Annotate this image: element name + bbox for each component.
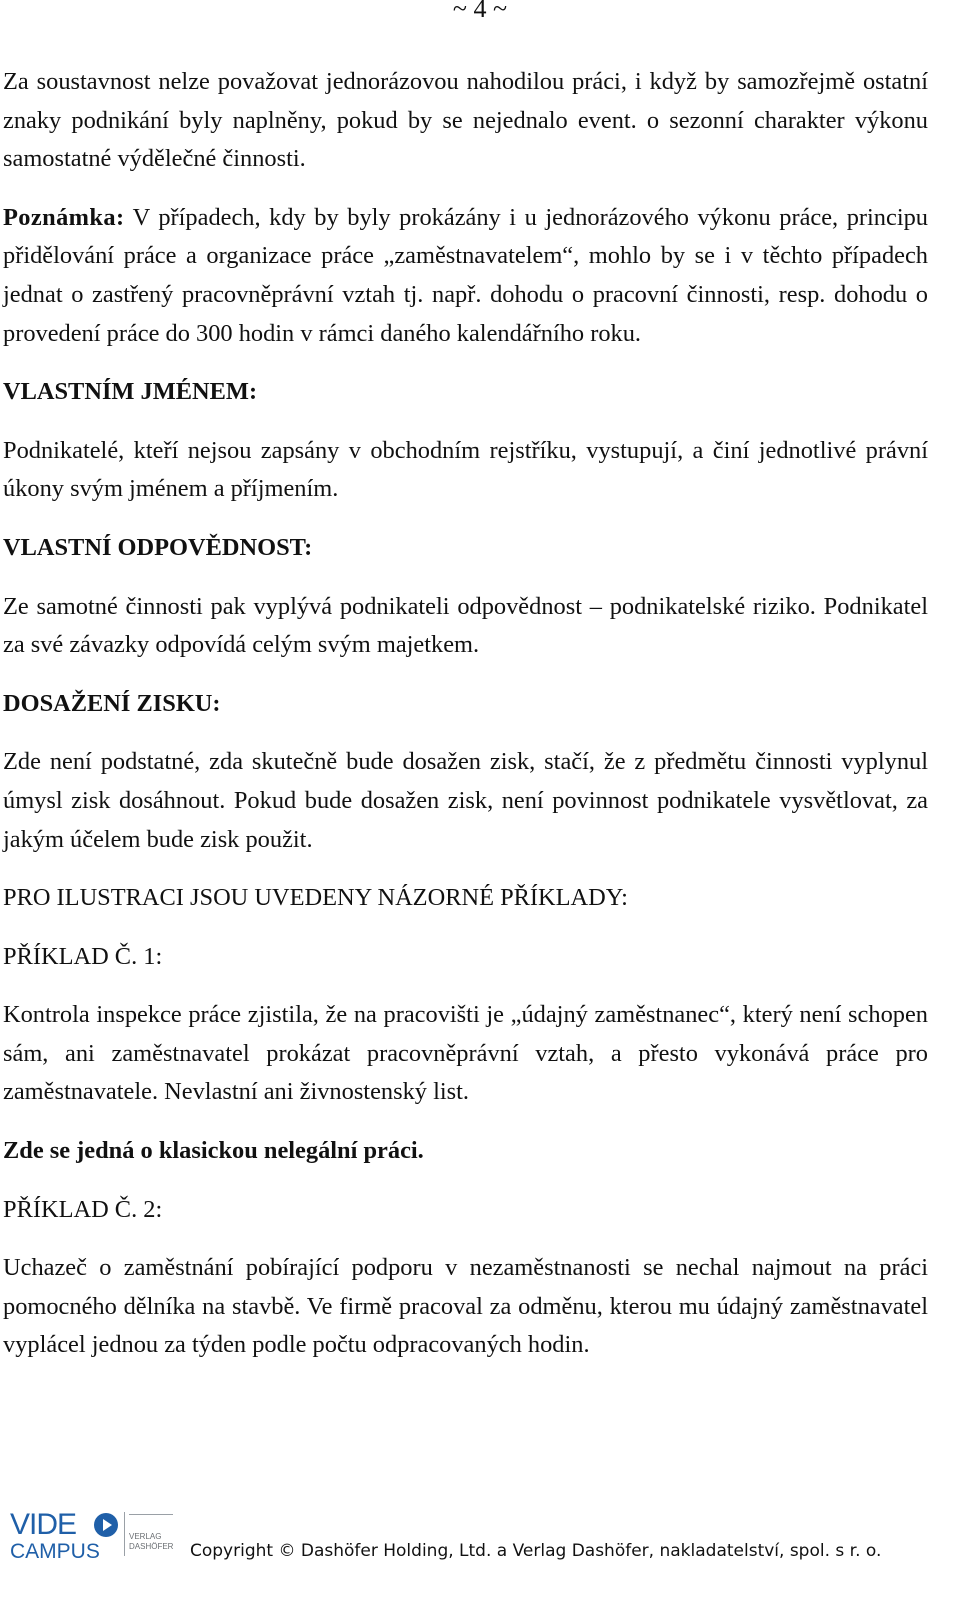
heading-priklady: PRO ILUSTRACI JSOU UVEDENY NÁZORNÉ PŘÍKLADY: [3, 884, 628, 912]
logo-text-video: VIDE [10, 1508, 77, 1541]
heading-priklad-1: PŘÍKLAD Č. 1: [3, 942, 163, 970]
conclusion-nelegalni-prace: Zde se jedná o klasickou nelegální práci. [3, 1137, 424, 1165]
note-text: V případech, kdy by byly prokázány i u jednorázového výkonu práce, principu přidělování práce a organizace práce „zaměstnavatelem“, mohlo by se i v těchto případech jednat o zastřený pracovněprávní vztah tj. např. dohodu o pracovní činnosti, resp. dohodu o provedení práce do 300 hodin v rámci daného kalendářního roku. [3, 203, 928, 347]
page-footer [0, 1500, 960, 1617]
heading-priklad-2: PŘÍKLAD Č. 2: [3, 1195, 163, 1223]
dashofer-text: DASHÖFER [129, 1542, 174, 1551]
paragraph-odpovednost: Ze samotné činnosti pak vyplývá podnikateli odpovědnost – podnikatelské riziko. Podnikatel za své závazky odpovídá celým svým majetkem. [3, 592, 928, 659]
verlag-mark [129, 1514, 173, 1531]
heading-dosazeni-zisku: DOSAŽENÍ ZISKU: [3, 689, 221, 717]
videocampus-logo [10, 1510, 120, 1572]
paragraph-zisk: Zde není podstatné, zda skutečně bude dosažen zisk, stačí, že z předmětu činnosti vyplynul úmysl zisk dosáhnout. Pokud bude dosažen zisk, není povinnost podnikatele vysvětlovat, za jakým účelem bude zisk použit. [3, 748, 928, 853]
paragraph-soustavnost: Za soustavnost nelze považovat jednorázovou nahodilou práci, i když by samozřejmě ostatní znaky podnikání byly naplněny, pokud by se nejednalo event. o sezonní charakter výkonu samostatné výdělečné činnosti. [3, 68, 928, 173]
play-icon [94, 1513, 118, 1537]
logo-text-campus: CAMPUS [10, 1540, 100, 1563]
note-paragraph [3, 199, 928, 353]
heading-vlastnim-jmenem: VLASTNÍM JMÉNEM: [3, 378, 258, 406]
heading-vlastni-odpovednost: VLASTNÍ ODPOVĚDNOST: [3, 533, 313, 561]
copyright-notice: Copyright © Dashöfer Holding, Ltd. a Verlag Dashöfer, nakladatelství, spol. s r. o. [190, 1541, 882, 1561]
verlag-dashofer-logo [124, 1512, 177, 1556]
page-number: ~ 4 ~ [452, 0, 508, 23]
document-body [3, 63, 928, 1365]
paragraph-priklad-2: Uchazeč o zaměstnání pobírající podporu v nezaměstnanosti se nechal najmout na práci pomocného dělníka na stavbě. Ve firmě pracoval za odměnu, kterou mu údajný zaměstnavatel vyplácel jednou za týden podle počtu odpracovaných hodin. [3, 1254, 928, 1359]
paragraph-podnikatele: Podnikatelé, kteří nejsou zapsány v obchodním rejstříku, vystupují, a činí jednotlivé právní úkony svým jménem a příjmením. [3, 436, 928, 503]
verlag-text: VERLAG [129, 1532, 162, 1541]
paragraph-priklad-1: Kontrola inspekce práce zjistila, že na pracovišti je „údajný zaměstnanec“, který není schopen sám, ani zaměstnavatel prokázat pracovněprávní vztah, a přesto vykonává práce pro zaměstnavatele. Nevlastní ani živnostenský list. [3, 1001, 928, 1106]
note-label: Poznámka: [3, 203, 125, 231]
